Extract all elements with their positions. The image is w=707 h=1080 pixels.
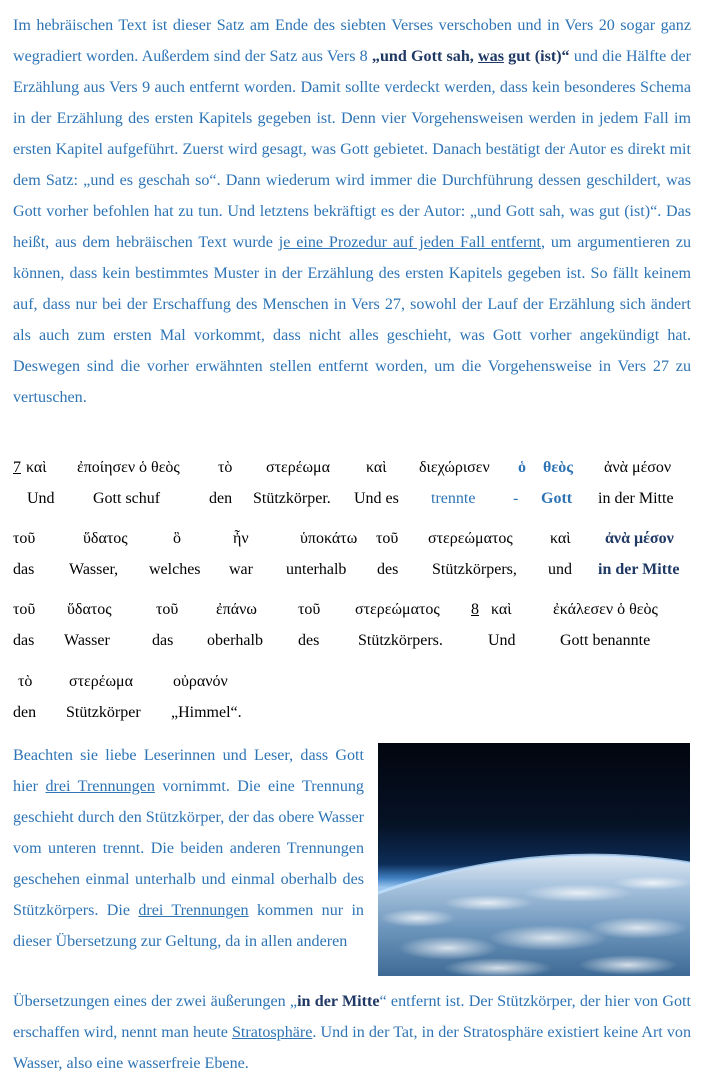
greek-word: καὶ [491,601,512,618]
quote-part-a: „und Gott sah, [371,48,479,65]
stratosphere-paragraph [13,986,691,1079]
greek-word: ὃ [173,530,181,547]
german-word: Stützkörper. [253,490,331,507]
greek-word: ἐποίησεν ὁ θεὸς [77,459,180,476]
greek-word: ἦν [233,530,249,547]
german-word: Stützkörper [66,704,141,721]
greek-word: καὶ [26,459,47,476]
greek-word: τοῦ [298,601,321,618]
greek-word: ἀνὰ μέσον [604,459,672,476]
quote-part-c: gut (ist)“ [503,48,570,65]
german-word-highlight: trennte [431,490,476,507]
greek-word: τὸ [18,673,33,690]
para3-text-3: . Und in der Tat, in der Stratosphäre existiert keine Art von Wasser, also eine wasserfreie Ebene. [13,1024,691,1072]
intro-text-1: Im hebräischen Text ist dieser Satz am Ende des siebten Verses verschoben und in Vers 20 sogar ganz wegradiert worden. Außerdem sind der Satz aus Vers 8 [13,17,691,65]
german-word: Wasser, [69,561,119,578]
greek-word: στερέωμα [69,673,133,690]
german-word: oberhalb [207,632,263,649]
intro-text-3: , um argumentieren zu können, dass kein bestimmtes Muster in der Erzählung des ersten Kapitels gegeben ist. So fällt keinem auf, dass nur bei der Erschaffung des Menschen in Vers 27, sowohl der Lauf der Erzählung sich ändert als auch zum ersten Mal vorkommt, dass nicht alles geschieht, was Gott vorher angekündigt hat. Deswegen sind die vorher erwähnten stellen entfernt worden, um die Vorgehensweise in Vers 27 zu vertuschen. [13,234,692,406]
german-word: das [13,561,35,578]
german-word: Und [488,632,516,649]
german-word: des [377,561,399,578]
german-word: Und [27,490,55,507]
intro-text-2: und die Hälfte der Erzählung aus Vers 9 auch entfernt worden. Damit sollte verdeckt werden, dass kein besonderes Schema in der Erzählung des ersten Kapitels gegeben ist. Denn vier Vorgehensweisen werden in jedem Fall im ersten Kapitel aufgeführt. Zuerst wird gesagt, was Gott gebietet. Danach bestätigt der Autor es direkt mit dem Satz: „und es geschah so“. Dann wiederum wird immer die Durchführung dessen geschildert, was Gott vorher befohlen hat zu tun. Und letztens bekräftigt es der Autor: „und Gott sah, was gut (ist)“. Das heißt, aus dem hebräischen Text wurde [13,48,692,251]
para3-text-2: “ entfernt ist. Der Stützkörper, der hier von Gott erschaffen wird, nennt man heute [13,993,691,1041]
german-word: Gott benannte [560,632,651,649]
german-word: Stützkörpers, [432,561,517,578]
greek-word: στερεώματος [428,530,513,547]
greek-word-highlight: θεὸς [543,459,573,476]
para2-text-1: Beachten sie liebe Leserinnen und Leser, dass Gott hier [13,747,364,795]
greek-word: ἐπάνω [216,601,257,618]
greek-word: καὶ [366,459,387,476]
underlined-three-separations-2: drei Trennungen [138,902,249,919]
greek-word: τὸ [218,459,233,476]
greek-word: ἐκάλεσεν ὁ θεὸς [553,601,658,618]
german-word: Gott schuf [93,490,161,507]
german-word: den [209,490,233,507]
german-word: den [13,704,37,721]
greek-word-bold: ἀνὰ μέσον [605,530,674,547]
greek-word: στερεώματος [355,601,440,618]
german-word: und [548,561,572,578]
greek-word: τοῦ [156,601,179,618]
quote-underlined-was: was [478,48,504,65]
german-word: des [298,632,320,649]
german-word: das [152,632,174,649]
german-word: Stützkörpers. [358,632,443,649]
german-word: „Himmel“. [171,704,242,721]
german-word: Wasser [64,632,110,649]
greek-word: ὑποκάτω [300,530,358,547]
separations-paragraph [13,740,364,957]
german-word-bold: in der Mitte [598,561,680,578]
underlined-stratosphere: Stratosphäre [231,1024,313,1041]
underlined-phrase: je eine Prozedur auf jeden Fall entfernt [278,234,541,251]
underlined-three-separations: drei Trennungen [45,778,155,795]
greek-word: τοῦ [13,601,36,618]
para3-text-1: Übersetzungen eines der zwei äußerungen „ [13,993,298,1010]
para2-text-2: vornimmt. Die eine Trennung geschieht durch den Stützkörper, der das obere Wasser vom unteren trennt. Die beiden anderen Trennungen geschehen einmal unterhalb und einmal oberhalb des Stützkörpers. Die [13,778,364,919]
greek-word: ὕδατος [83,530,128,547]
german-word-highlight: Gott [541,490,573,507]
greek-word: καὶ [550,530,571,547]
verse-number-7: 7 [13,459,21,476]
german-word: Und es [354,490,399,507]
earth-from-space-image [378,743,690,976]
german-word: welches [149,561,201,578]
verse-number-8: 8 [471,601,479,618]
german-word-highlight: - [513,490,519,507]
para2-text-3: kommen nur in dieser Übersetzung zur Geltung, da in allen anderen [13,902,364,950]
greek-word: ὕδατος [67,601,112,618]
german-word: in der Mitte [598,490,674,507]
greek-word: τοῦ [13,530,36,547]
greek-word: διεχώρισεν [419,459,490,476]
intro-paragraph [13,10,691,413]
german-word: das [13,632,35,649]
quote-bold [372,48,570,65]
greek-word: τοῦ [376,530,399,547]
german-word: unterhalb [286,561,347,578]
greek-word: οὐρανόν [173,673,228,690]
bold-in-der-mitte: in der Mitte [297,993,380,1010]
greek-word: στερέωμα [266,459,330,476]
german-word: war [229,561,253,578]
greek-word-highlight: ὁ [518,459,526,476]
